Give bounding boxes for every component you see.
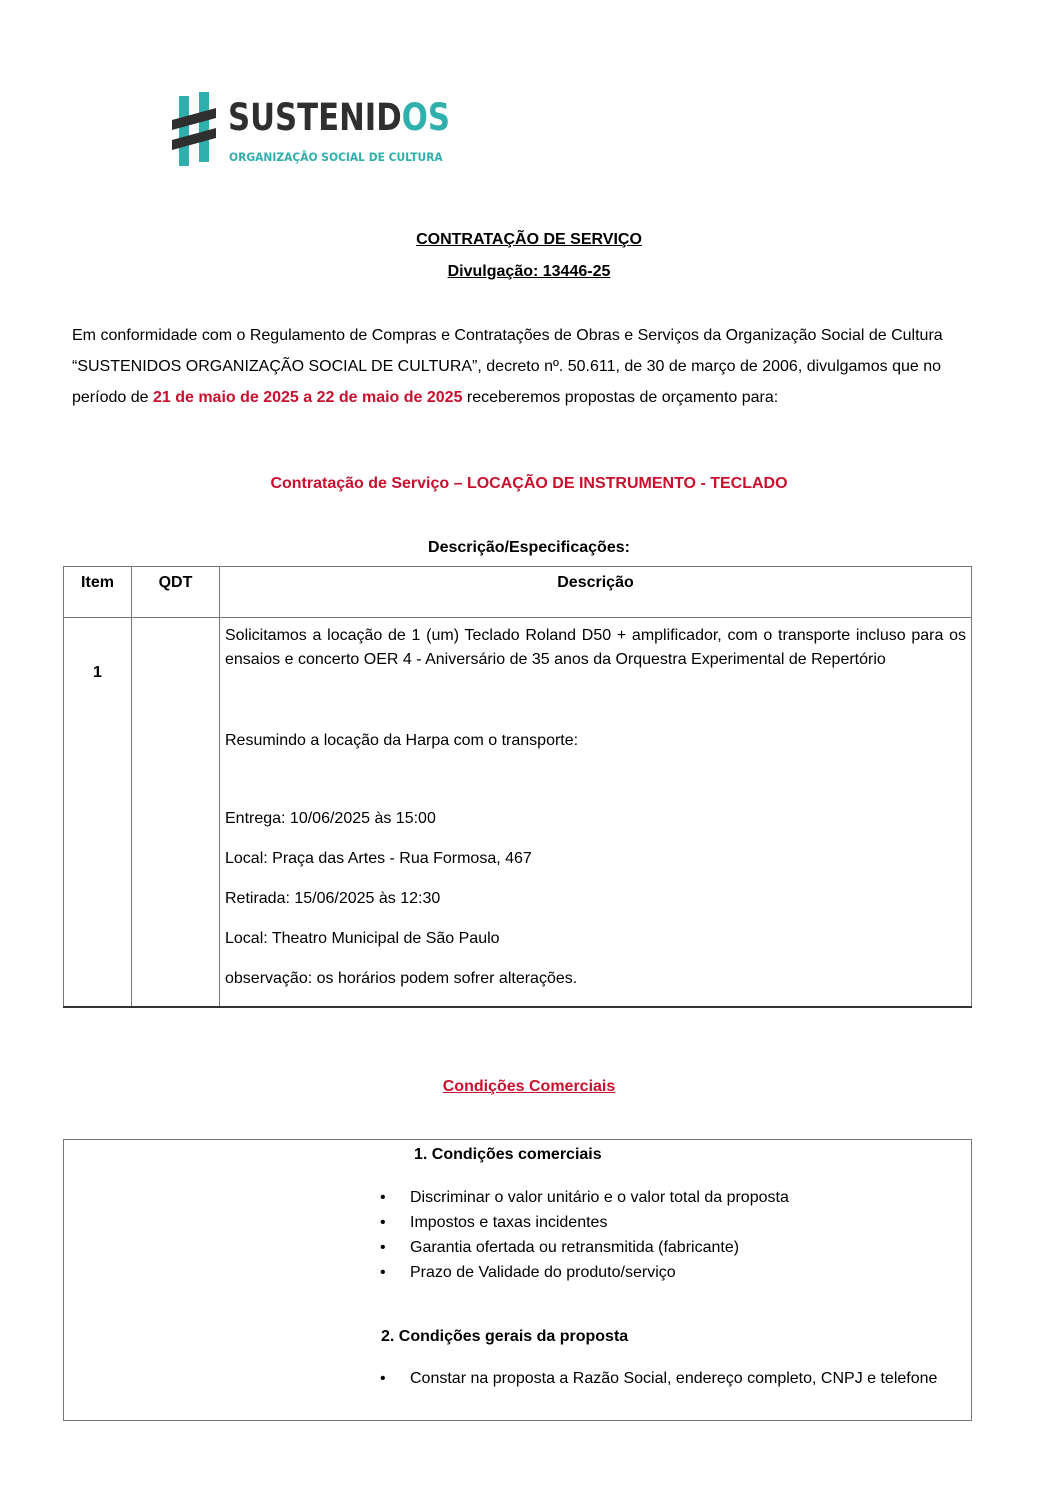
spec-title: Descrição/Especificações: [428,539,630,556]
spec-table [63,566,972,1008]
conditions-heading-1: 1. Condições comerciais [414,1146,602,1163]
hashtag-logo-icon [172,92,228,170]
desc-observacao: observação: os horários podem sofrer alterações. [225,970,578,987]
desc-main: Solicitamos a locação de 1 (um) Teclado Roland D50 + amplificador, com o transporte incluso para os ensaios e concerto OER 4 - Aniversário de 35 anos da Orquestra Experimental de Repertório [225,627,966,668]
conditions-list-1 [380,1185,789,1285]
header-descricao: Descrição [220,567,972,618]
logo-wordmark: SUSTENIDOS [228,96,450,139]
intro-text-2: receberemos propostas de orçamento para: [462,389,779,406]
desc-local-retirada: Local: Theatro Municipal de São Paulo [225,930,500,947]
list-item: • Discriminar o valor unitário e o valor total da proposta [380,1185,789,1210]
intro-text-1: Em conformidade com o Regulamento de Compras e Contratações de Obras e Serviços da Organização Social de Cultura “SUSTENIDOS ORGANIZAÇÃO SOCIAL DE CULTURA”, decreto nº. 50.611, de 30 de março de 2006, divulgamos que no período de [72,327,943,406]
cell-item: 1 [64,618,132,1008]
conditions-box [63,1139,972,1421]
sustenidos-logo [172,92,450,170]
list-item: • Constar na proposta a Razão Social, endereço completo, CNPJ e telefone [380,1366,940,1391]
cell-descricao [220,618,972,1008]
cell-qdt [132,618,220,1008]
header-qdt: QDT [132,567,220,618]
proposal-period: 21 de maio de 2025 a 22 de maio de 2025 [152,389,463,406]
list-item: • Garantia ofertada ou retransmitida (fabricante) [380,1235,789,1260]
table-row [64,618,972,1008]
desc-entrega: Entrega: 10/06/2025 às 15:00 [225,810,436,827]
conditions-title: Condições Comerciais [442,1078,616,1095]
logo-subtitle: ORGANIZAÇÃO SOCIAL DE CULTURA [229,150,443,164]
list-item: • Prazo de Validade do produto/serviço [380,1260,789,1285]
intro-paragraph [72,320,982,413]
list-item: • Impostos e taxas incidentes [380,1210,789,1235]
conditions-heading-2: 2. Condições gerais da proposta [381,1328,629,1345]
header-item: Item [64,567,132,618]
table-header-row [64,567,972,618]
service-title: Contratação de Serviço – LOCAÇÃO DE INSTRUMENTO - TECLADO [270,475,788,492]
desc-retirada: Retirada: 15/06/2025 às 12:30 [225,890,441,907]
desc-local-entrega: Local: Praça das Artes - Rua Formosa, 467 [225,850,532,867]
conditions-list-2 [380,1366,940,1391]
desc-resumo: Resumindo a locação da Harpa com o transporte: [225,732,579,749]
document-title: CONTRATAÇÃO DE SERVIÇO [416,231,642,248]
divulgacao-number: Divulgação: 13446-25 [447,263,611,280]
